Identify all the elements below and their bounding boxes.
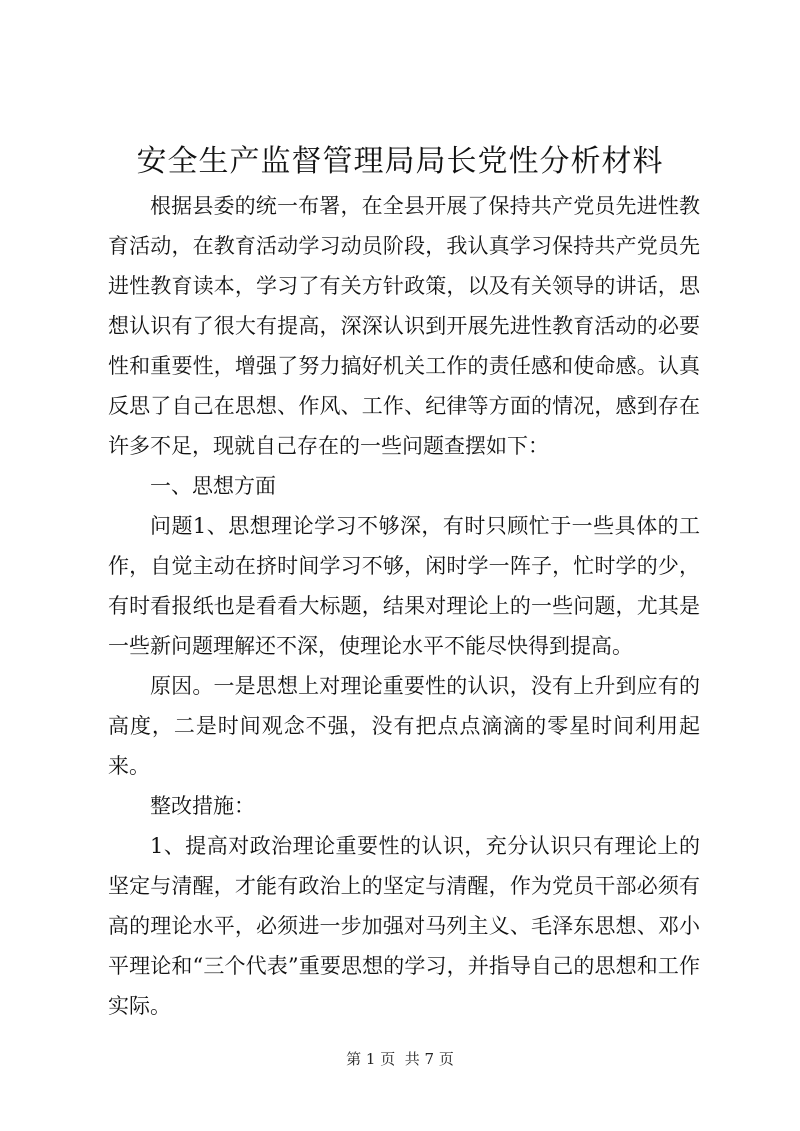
page-footer [0,1049,800,1069]
paragraph-problem-1: 问题1、思想理论学习不够深，有时只顾忙于一些具体的工作，自觉主动在挤时间学习不够，闲时学一阵子，忙时学的少，有时看报纸也是看看大标题，结果对理论上的一些问题，尤其是一些新问题理解还不深，使理论水平不能尽快得到提高。 [108,514,700,658]
document-body [108,186,700,1026]
page-title: 安全生产监督管理局局长党性分析材料 [136,144,664,179]
current-page-number: 第 1 页 [346,1050,396,1068]
paragraph-cause: 原因。一是思想上对理论重要性的认识，没有上升到应有的高度，二是时间观念不强，没有把点点滴滴的零星时间利用起来。 [108,674,700,778]
total-pages: 共 7 页 [404,1050,454,1068]
section-heading-thinking: 一、思想方面 [150,474,276,498]
paragraph-measure-1: 1、提高对政治理论重要性的认识，充分认识只有理论上的坚定与清醒，才能有政治上的坚定与清醒，作为党员干部必须有高的理论水平，必须进一步加强对马列主义、毛泽东思想、邓小平理论和“三个代表”重要思想的学习，并指导自己的思想和工作实际。 [108,834,700,1018]
paragraph-intro: 根据县委的统一布署，在全县开展了保持共产党员先进性教育活动，在教育活动学习动员阶段，我认真学习保持共产党员先进性教育读本，学习了有关方针政策，以及有关领导的讲话，思想认识有了很大有提高，深深认识到开展先进性教育活动的必要性和重要性，增强了努力搞好机关工作的责任感和使命感。认真反思了自己在思想、作风、工作、纪律等方面的情况，感到存在许多不足，现就自己存在的一些问题查摆如下： [108,194,700,458]
heading-rectification-measures: 整改措施： [150,794,255,818]
